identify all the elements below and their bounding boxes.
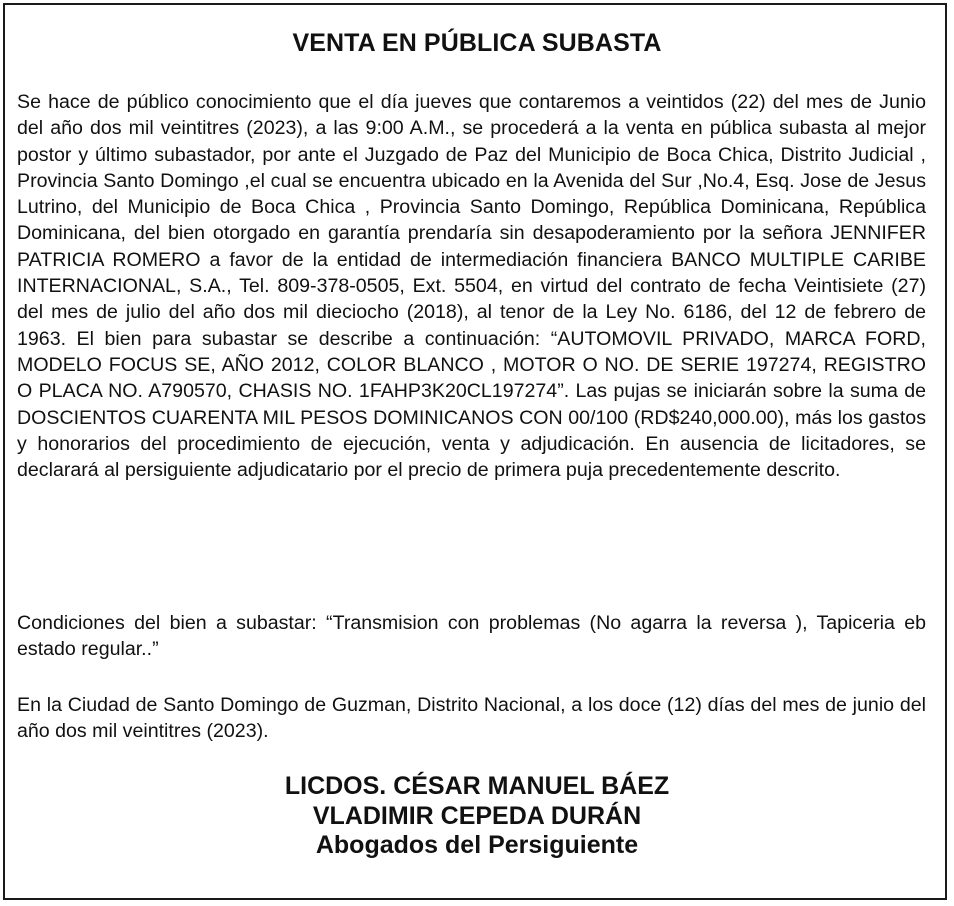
signature-lawyer-name: VLADIMIR CEPEDA DURÁN [312, 801, 642, 830]
date-location-paragraph: En la Ciudad de Santo Domingo de Guzman, Distrito Nacional, a los doce (12) días del mes de junio del año dos mil veintitres (2023). [17, 694, 926, 743]
signature-role: Abogados del Persiguiente [315, 831, 639, 859]
signature-lawyers-line: LICDOS. CÉSAR MANUEL BÁEZ [284, 772, 670, 800]
conditions-paragraph: Condiciones del bien a subastar: “Transmision con problemas (No agarra la reversa ), Tapiceria eb estado regular..” [17, 612, 926, 661]
notice-body-paragraph: Se hace de público conocimiento que el día jueves que contaremos a veintidos (22) del mes de Junio del año dos mil veintitres (2023), a las 9:00 A.M., se procederá a la venta en pública subasta al mejor postor y último subastador, por ante el Juzgado de Paz del Municipio de Boca Chica, Distrito Judicial , Provincia Santo Domingo ,el cual se encuentra ubicado en la Avenida del Sur ,No.4, Esq. Jose de Jesus Lutrino, del Municipio de Boca Chica , Provincia Santo Domingo, República Dominicana, República Dominicana, del bien otorgado en garantía prendaría sin desapoderamiento por la señora JENNIFER PATRICIA ROMERO a favor de la entidad de intermediación financiera BANCO MULTIPLE CARIBE INTERNACIONAL, S.A., Tel. 809-378-0505, Ext. 5504, en virtud del contrato de fecha Veintisiete (27) del mes de julio del año dos mil dieciocho (2018), al tenor de la Ley No. 6186, del 12 de febrero de 1963. El bien para subastar se describe a continuación: “AUTOMOVIL PRIVADO, MARCA FORD, MODELO FOCUS SE, AÑO 2012, COLOR BLANCO , MOTOR O NO. DE SERIE 197274, REGISTRO O PLACA NO. A790570, CHASIS NO. 1FAHP3K20CL197274”. Las pujas se iniciarán sobre la suma de DOSCIENTOS CUARENTA MIL PESOS DOMINICANOS CON 00/100 (RD$240,000.00), más los gastos y honorarios del procedimiento de ejecución, venta y adjudicación. En ausencia de licitadores, se declarará al persiguiente adjudicatario por el precio de primera puja precedentemente descrito. [17, 91, 926, 482]
signature-block [0, 772, 954, 861]
notice-title: VENTA EN PÚBLICA SUBASTA [292, 29, 662, 57]
